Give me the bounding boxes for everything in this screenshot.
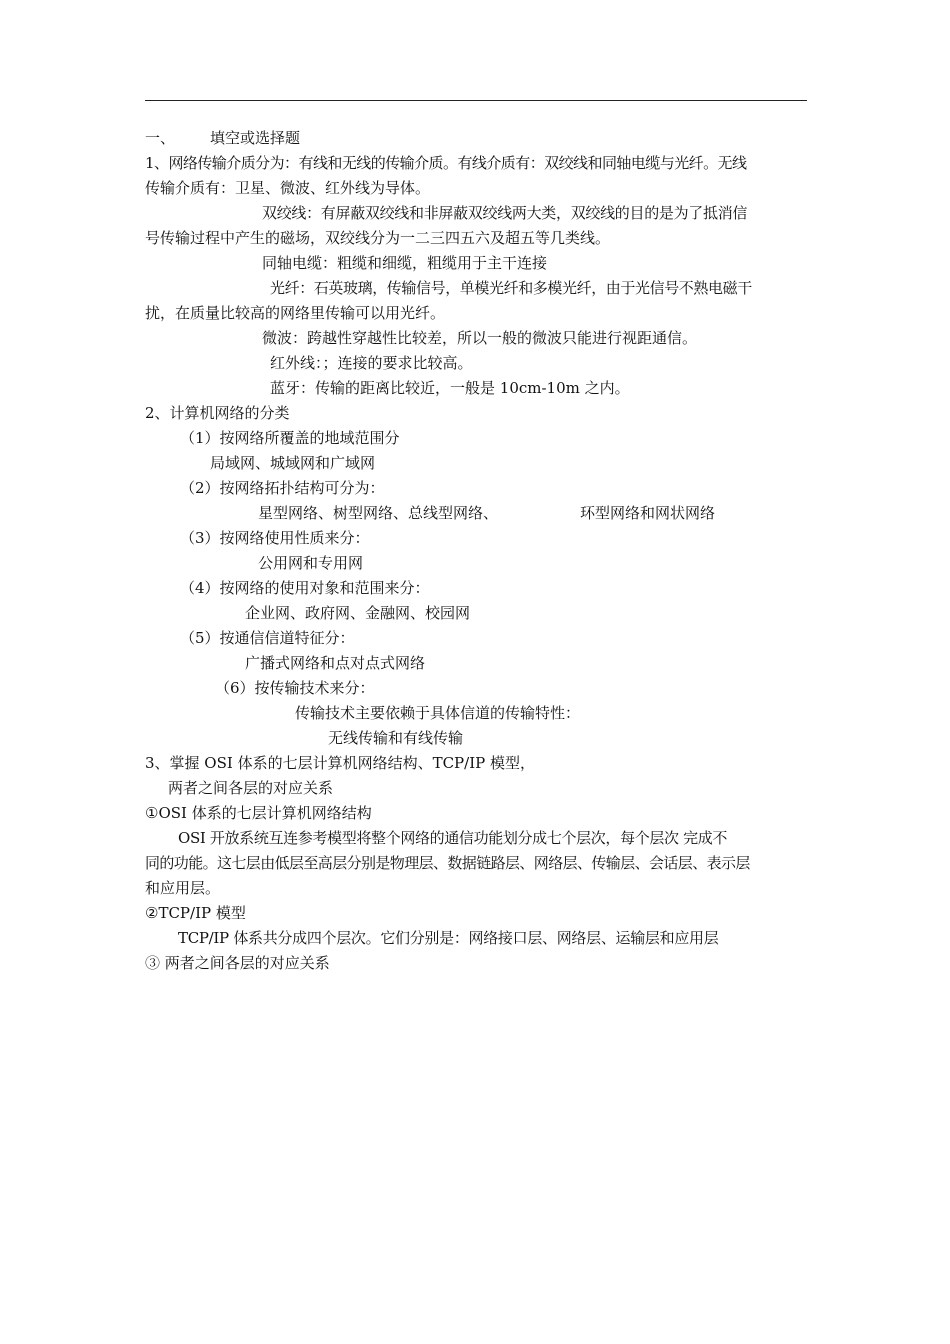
- section-heading-text: 填空或选择题: [210, 129, 301, 147]
- osi-title: ①OSI 体系的七层计算机网络结构: [145, 804, 372, 822]
- twisted-pair-line-1: 双绞线：有屏蔽双绞线和非屏蔽双绞线两大类，双绞线的目的是为了抵消信: [262, 204, 748, 222]
- category-2-title: （2）按网络拓扑结构可分为：: [180, 479, 385, 497]
- category-1-body: 局域网、城域网和广域网: [210, 454, 376, 472]
- osi-line-2: 同的功能。这七层由低层至高层分别是物理层、数据链路层、网络层、传输层、会话层、表示层: [145, 854, 750, 872]
- microwave-text: 微波：跨越性穿越性比较差，所以一般的微波只能进行视距通信。: [262, 329, 698, 347]
- q2-title: 2、计算机网络的分类: [145, 404, 290, 422]
- category-6-body-2: 无线传输和有线传输: [328, 729, 464, 747]
- twisted-pair-line-2: 号传输过程中产生的磁场，双绞线分为一二三四五六及超五等几类线。: [145, 229, 611, 247]
- category-3-body: 公用网和专用网: [258, 554, 364, 572]
- osi-line-3: 和应用层。: [145, 879, 221, 897]
- q1-line-1: 1、网络传输介质分为：有线和无线的传输介质。有线介质有：双绞线和同轴电缆与光纤。无线: [145, 154, 747, 172]
- osi-line-1: OSI 开放系统互连参考模型将整个网络的通信功能划分成七个层次，每个层次 完成不: [178, 829, 728, 847]
- category-2-body-b: 环型网络和网状网络: [580, 504, 716, 522]
- relation-title: ③ 两者之间各层的对应关系: [145, 954, 330, 972]
- infrared-text: 红外线：；连接的要求比较高。: [270, 354, 473, 372]
- q3-subtitle: 两者之间各层的对应关系: [168, 779, 334, 797]
- category-6-title: （6）按传输技术来分：: [215, 679, 375, 697]
- category-6-body-1: 传输技术主要依赖于具体信道的传输特性：: [295, 704, 581, 722]
- tcpip-title: ②TCP/IP 模型: [145, 904, 246, 922]
- header-rule: [145, 100, 807, 101]
- category-2-body-a: 星型网络、树型网络、总线型网络、: [258, 504, 499, 522]
- q1-line-2: 传输介质有：卫星、微波、红外线为导体。: [145, 179, 431, 197]
- category-4-body: 企业网、政府网、金融网、校园网: [245, 604, 471, 622]
- category-5-title: （5）按通信信道特征分：: [180, 629, 355, 647]
- category-5-body: 广播式网络和点对点式网络: [245, 654, 426, 672]
- category-1-title: （1）按网络所覆盖的地域范围分: [180, 429, 400, 447]
- section-heading-number: 一、: [145, 129, 176, 147]
- fiber-line-1: 光纤：石英玻璃，传输信号，单模光纤和多模光纤，由于光信号不熟电磁干: [270, 279, 752, 297]
- q3-title: 3、掌握 OSI 体系的七层计算机网络结构、TCP/IP 模型，: [145, 754, 535, 772]
- category-3-title: （3）按网络使用性质来分：: [180, 529, 370, 547]
- bluetooth-text: 蓝牙：传输的距离比较近，一般是 10cm-10m 之内。: [270, 379, 630, 397]
- tcpip-line: TCP/IP 体系共分成四个层次。它们分别是：网络接口层、网络层、运输层和应用层: [178, 929, 719, 947]
- category-4-title: （4）按网络的使用对象和范围来分：: [180, 579, 430, 597]
- coax-text: 同轴电缆：粗缆和细缆，粗缆用于主干连接: [262, 254, 548, 272]
- fiber-line-2: 扰，在质量比较高的网络里传输可以用光纤。: [145, 304, 446, 322]
